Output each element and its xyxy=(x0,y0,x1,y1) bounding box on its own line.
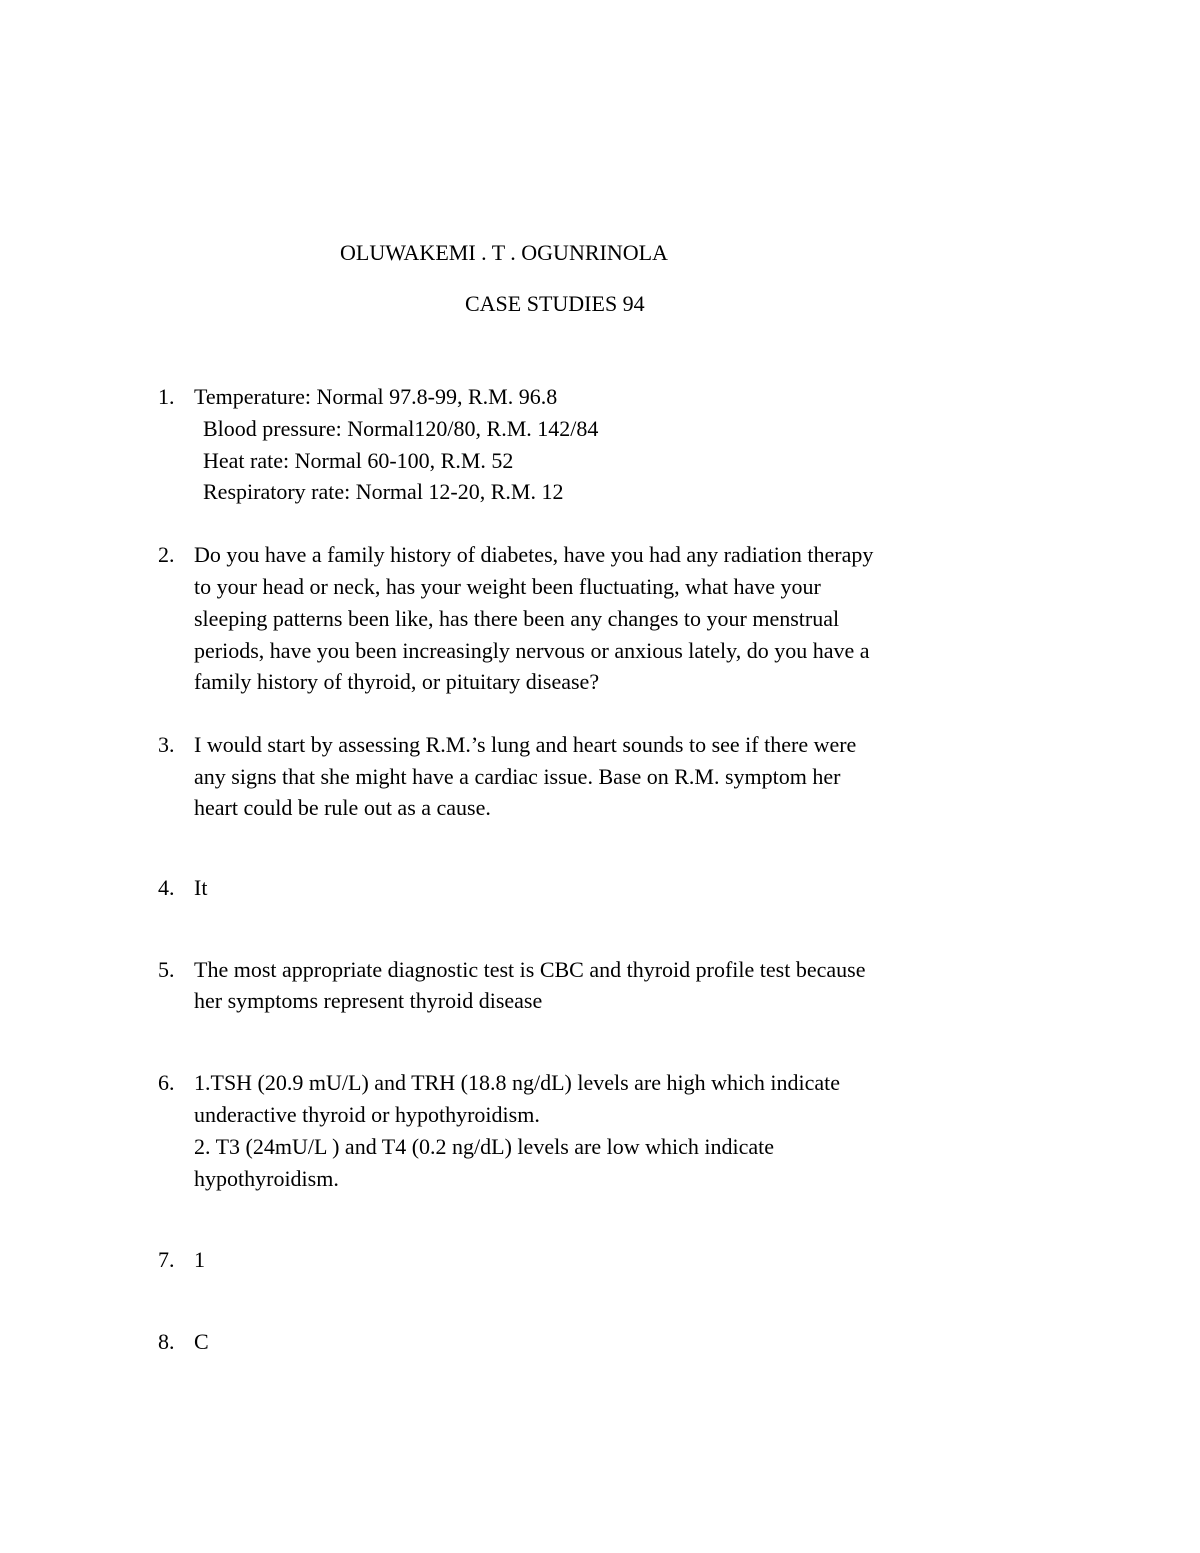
item-line: sleeping patterns been like, has there been any changes to your menstrual xyxy=(194,606,840,631)
item-line: C xyxy=(194,1329,209,1354)
item-number: 3. xyxy=(158,732,175,757)
item-line: Heat rate: Normal 60-100, R.M. 52 xyxy=(203,448,514,473)
item-line: to your head or neck, has your weight been fluctuating, what have your xyxy=(194,574,821,599)
item-line: periods, have you been increasingly nervous or anxious lately, do you have a xyxy=(194,638,870,663)
item-number: 5. xyxy=(158,957,175,982)
item-line: hypothyroidism. xyxy=(194,1166,339,1191)
author-name: OLUWAKEMI . T . OGUNRINOLA xyxy=(340,240,668,265)
item-line: I would start by assessing R.M.’s lung and heart sounds to see if there were xyxy=(194,732,857,757)
item-line: The most appropriate diagnostic test is CBC and thyroid profile test because xyxy=(194,957,866,982)
item-number: 1. xyxy=(158,384,175,409)
item-line: It xyxy=(194,875,208,900)
item-line: Blood pressure: Normal120/80, R.M. 142/84 xyxy=(203,416,599,441)
item-line: heart could be rule out as a cause. xyxy=(194,795,491,820)
item-line: underactive thyroid or hypothyroidism. xyxy=(194,1102,540,1127)
item-line: any signs that she might have a cardiac issue. Base on R.M. symptom her xyxy=(194,764,841,789)
item-line: 1.TSH (20.9 mU/L) and TRH (18.8 ng/dL) levels are high which indicate xyxy=(194,1070,841,1095)
item-number: 6. xyxy=(158,1070,175,1095)
item-line: 2. T3 (24mU/L ) and T4 (0.2 ng/dL) levels are low which indicate xyxy=(194,1134,775,1159)
item-line: 1 xyxy=(194,1247,205,1272)
document-title: CASE STUDIES 94 xyxy=(465,291,645,316)
item-line: Do you have a family history of diabetes, have you had any radiation therapy xyxy=(194,542,874,567)
item-number: 7. xyxy=(158,1247,175,1272)
item-line: family history of thyroid, or pituitary disease? xyxy=(194,669,600,694)
item-number: 8. xyxy=(158,1329,175,1354)
item-line: Respiratory rate: Normal 12-20, R.M. 12 xyxy=(203,479,564,504)
item-number: 2. xyxy=(158,542,175,567)
item-line: her symptoms represent thyroid disease xyxy=(194,988,543,1013)
item-number: 4. xyxy=(158,875,175,900)
item-line: Temperature: Normal 97.8-99, R.M. 96.8 xyxy=(194,384,558,409)
